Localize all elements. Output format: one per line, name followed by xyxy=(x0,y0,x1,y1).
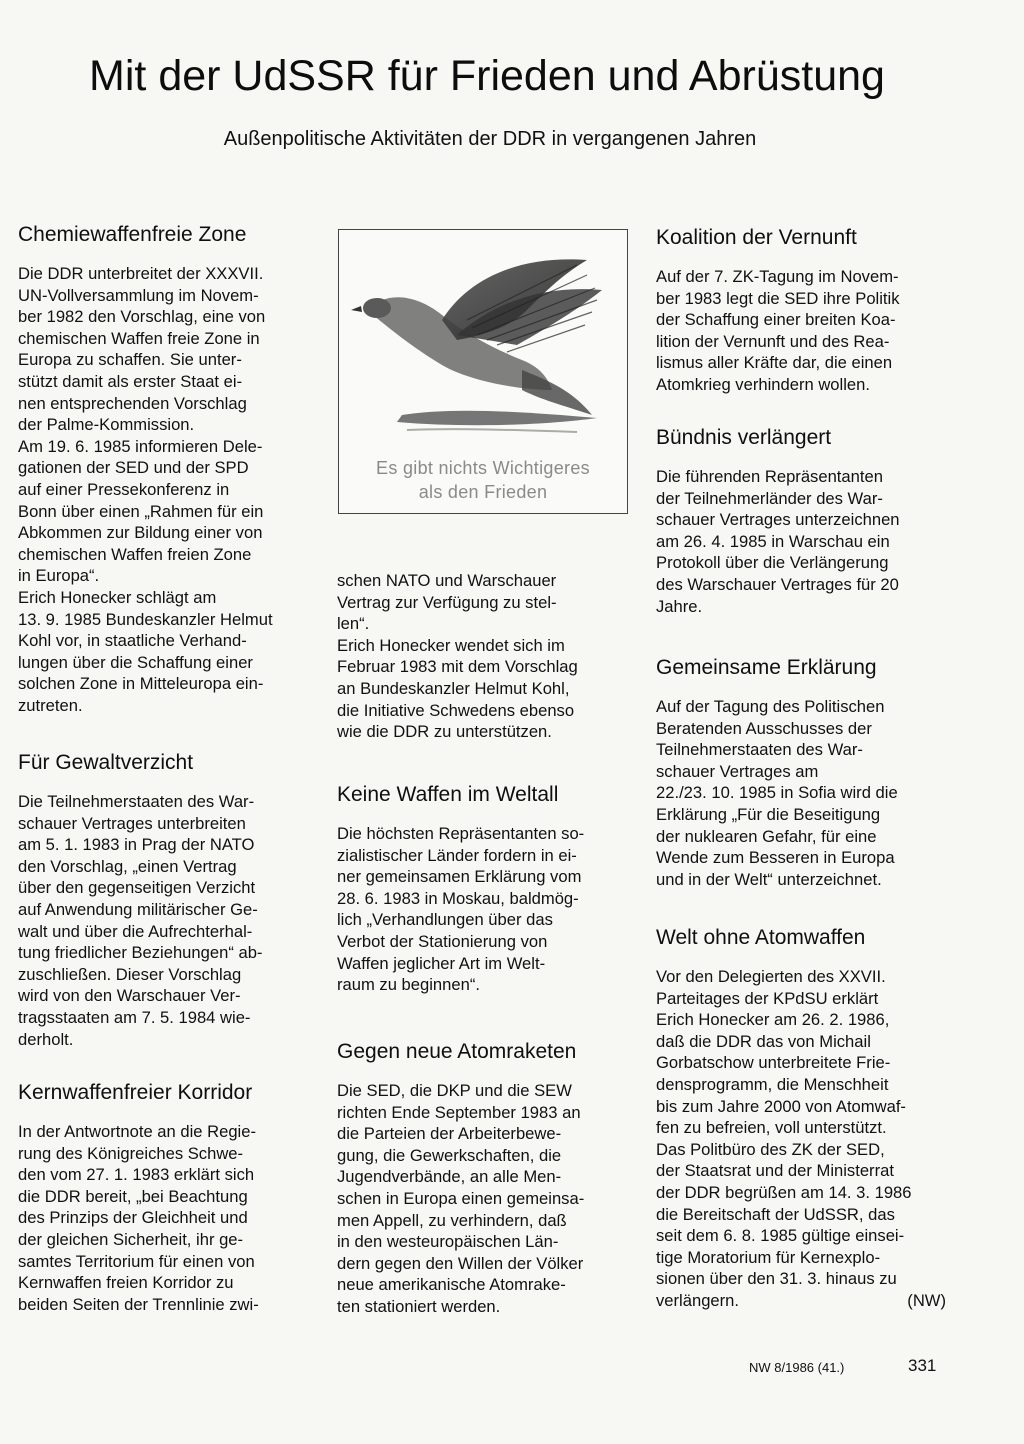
text-line: Kohl vor, in staatliche Verhand- xyxy=(18,631,247,651)
text-line: die Initiative Schwedens ebenso xyxy=(337,700,575,720)
text-line: des Warschauer Vertrages für 20 xyxy=(656,574,899,594)
text-line: lismus aller Kräfte dar, die einen xyxy=(656,353,893,373)
text-line: ner gemeinsamen Erklärung vom xyxy=(337,867,582,887)
section-heading: Kernwaffenfreier Korridor xyxy=(18,1081,253,1104)
text-line: lungen über die Schaffung einer xyxy=(18,652,253,672)
text-line: Beratenden Ausschusses der xyxy=(656,718,872,738)
text-line: len“. xyxy=(337,614,370,634)
text-line: 13. 9. 1985 Bundeskanzler Helmut xyxy=(18,609,273,629)
text-line: der gleichen Sicherheit, ihr ge- xyxy=(18,1229,244,1249)
text-line: lich „Verhandlungen über das xyxy=(337,910,553,930)
text-line: am 26. 4. 1985 in Warschau ein xyxy=(656,531,890,551)
text-line: lition der Vernunft und des Rea- xyxy=(656,331,890,351)
section-body xyxy=(656,696,946,890)
caption-line: als den Frieden xyxy=(418,482,548,502)
section-heading: Für Gewaltverzicht xyxy=(18,751,194,774)
text-line: nen entsprechenden Vorschlag xyxy=(18,393,247,413)
text-line: derholt. xyxy=(18,1029,74,1049)
text-line: UN-Vollversammlung im Novem- xyxy=(18,285,259,305)
text-line: Am 19. 6. 1985 informieren Dele- xyxy=(18,436,263,456)
text-line: bis zum Jahre 2000 von Atomwaf- xyxy=(656,1096,906,1116)
text-line: Auf der Tagung des Politischen xyxy=(656,697,885,716)
text-line: Erich Honecker schlägt am xyxy=(18,587,217,607)
caption-line: Es gibt nichts Wichtigeres xyxy=(376,458,590,478)
text-line: In der Antwortnote an die Regie- xyxy=(18,1122,256,1141)
section-gemeinsame-erklaerung xyxy=(656,655,946,890)
section-heading: Chemiewaffenfreie Zone xyxy=(18,223,247,246)
section-body xyxy=(18,791,308,1050)
section-body xyxy=(656,466,946,617)
text-line: ber 1983 legt die SED ihre Politik xyxy=(656,288,900,308)
text-line: Gorbatschow unterbreitete Frie- xyxy=(656,1053,891,1073)
text-line: Die höchsten Repräsentanten so- xyxy=(337,824,585,843)
text-line: Auf der 7. ZK-Tagung im Novem- xyxy=(656,267,899,286)
text-line: Erich Honecker wendet sich im xyxy=(337,635,565,655)
section-body xyxy=(656,966,946,1290)
text-line: Erklärung „Für die Beseitigung xyxy=(656,804,881,824)
text-line: Die führenden Repräsentanten xyxy=(656,467,883,486)
text-line: zutreten. xyxy=(18,695,83,715)
section-gewaltverzicht xyxy=(18,750,308,1050)
section-heading: Koalition der Vernunft xyxy=(656,226,857,249)
text-line: dern gegen den Willen der Völker xyxy=(337,1253,584,1273)
text-line: die Parteien der Arbeiterbewe- xyxy=(337,1124,562,1144)
text-line: tige Moratorium für Kernexplo- xyxy=(656,1247,881,1267)
text-line: am 5. 1. 1983 in Prag der NATO xyxy=(18,835,255,855)
section-heading: Gemeinsame Erklärung xyxy=(656,656,877,679)
text-line: schen in Europa einen gemeinsa- xyxy=(337,1188,585,1208)
section-buendnis-verlaengert xyxy=(656,425,946,617)
text-line: Erich Honecker am 26. 2. 1986, xyxy=(656,1010,890,1030)
section-korridor-continuation xyxy=(337,570,631,743)
text-line: raum zu beginnen“. xyxy=(337,975,480,995)
text-line: seit dem 6. 8. 1985 gültige einsei- xyxy=(656,1226,905,1246)
text-line: Jugendverbände, an alle Men- xyxy=(337,1167,562,1187)
section-welt-ohne-atomwaffen xyxy=(656,925,946,1312)
text-line: men Appell, zu verhindern, daß xyxy=(337,1210,567,1230)
section-body xyxy=(18,1121,308,1315)
page-subtitle: Außenpolitische Aktivitäten der DDR in vergangenen Jahren xyxy=(223,128,757,150)
section-body xyxy=(337,570,631,743)
text-line: Abkommen zur Bildung einer von xyxy=(18,523,263,543)
text-line: wie die DDR zu unterstützen. xyxy=(337,722,552,742)
section-keine-waffen-im-weltall xyxy=(337,782,631,996)
text-line: Februar 1983 mit dem Vorschlag xyxy=(337,657,578,677)
text-line: Europa zu schaffen. Sie unter- xyxy=(18,350,242,370)
text-line: ten stationiert werden. xyxy=(337,1296,501,1316)
text-line: Jahre. xyxy=(656,596,703,616)
text-line: die DDR bereit, „bei Beachtung xyxy=(18,1186,248,1206)
text-line: zuschließen. Dieser Vorschlag xyxy=(18,964,242,984)
text-line: gung, die Gewerkschaften, die xyxy=(337,1145,562,1165)
text-line: wird von den Warschauer Ver- xyxy=(18,986,241,1006)
text-line: tung friedlicher Beziehungen“ ab- xyxy=(18,943,263,963)
text-line: rung des Königreiches Schwe- xyxy=(18,1143,244,1163)
text-line: Teilnehmerstaaten des War- xyxy=(656,740,863,760)
section-kernwaffenfreier-korridor xyxy=(18,1080,308,1315)
text-line: des Prinzips der Gleichheit und xyxy=(18,1208,248,1228)
text-line: Die DDR unterbreitet der XXXVII. xyxy=(18,264,264,283)
text-line: richten Ende September 1983 an xyxy=(337,1102,581,1122)
section-body xyxy=(337,823,631,996)
page-number: 331 xyxy=(908,1356,937,1375)
text-line: 22./23. 10. 1985 in Sofia wird die xyxy=(656,783,898,803)
text-line: ber 1982 den Vorschlag, eine von xyxy=(18,307,266,327)
section-body xyxy=(337,1080,631,1318)
text-line: auf Anwendung militärischer Ge- xyxy=(18,899,258,919)
section-gegen-neue-atomraketen xyxy=(337,1039,631,1318)
text-line: neue amerikanische Atomrake- xyxy=(337,1275,566,1295)
text-line: der DDR begrüßen am 14. 3. 1986 xyxy=(656,1182,912,1202)
dove-illustration xyxy=(338,229,628,514)
text-line: schen NATO und Warschauer xyxy=(337,571,557,590)
text-line: fen zu befreien, voll unterstützt. xyxy=(656,1118,887,1138)
text-line: Atomkrieg verhindern wollen. xyxy=(656,374,870,394)
text-line: densprogramm, die Menschheit xyxy=(656,1074,889,1094)
text-line: schauer Vertrages unterbreiten xyxy=(18,813,246,833)
text-line: den vom 27. 1. 1983 erklärt sich xyxy=(18,1165,255,1185)
issue-number: NW 8/1986 (41.) xyxy=(749,1360,845,1375)
text-line: und in der Welt“ unterzeichnet. xyxy=(656,869,882,889)
text-line: Bonn über einen „Rahmen für ein xyxy=(18,501,264,521)
text-line: walt und über die Aufrechterhal- xyxy=(18,921,253,941)
text-line: Kernwaffen freien Korridor zu xyxy=(18,1273,234,1293)
text-line: auf einer Pressekonferenz in xyxy=(18,479,230,499)
text-line: Verbot der Stationierung von xyxy=(337,931,548,951)
text-line: der Staatsrat und der Ministerrat xyxy=(656,1161,894,1181)
text-line: Waffen jeglicher Art im Welt- xyxy=(337,953,546,973)
text-line: schauer Vertrages unterzeichnen xyxy=(656,510,900,530)
text-line: stützt damit als erster Staat ei- xyxy=(18,371,243,391)
text-line: in den westeuropäischen Län- xyxy=(337,1232,559,1252)
section-heading: Welt ohne Atomwaffen xyxy=(656,926,866,949)
text-line: der Schaffung einer breiten Koa- xyxy=(656,310,896,330)
text-line: Protokoll über die Verlängerung xyxy=(656,553,889,573)
author-signature: (NW) xyxy=(907,1290,946,1310)
text-line: sionen über den 31. 3. hinaus zu xyxy=(656,1269,897,1289)
text-line: gationen der SED und der SPD xyxy=(18,458,249,478)
text-line: den Vorschlag, „einen Vertrag xyxy=(18,856,237,876)
text-line: der nuklearen Gefahr, für eine xyxy=(656,826,877,846)
text-line: Parteitages der KPdSU erklärt xyxy=(656,988,879,1008)
section-body xyxy=(656,266,946,396)
text-line: chemischen Waffen freien Zone xyxy=(18,544,252,564)
figure-caption xyxy=(339,456,627,504)
text-line: solchen Zone in Mitteleuropa ein- xyxy=(18,674,264,694)
section-body xyxy=(18,263,308,716)
text-line: tragsstaaten am 7. 5. 1984 wie- xyxy=(18,1007,251,1027)
text-line: zialistischer Länder fordern in ei- xyxy=(337,845,577,865)
text-line: der Palme-Kommission. xyxy=(18,415,195,435)
text-line: an Bundeskanzler Helmut Kohl, xyxy=(337,678,570,698)
text-line: Vertrag zur Verfügung zu stel- xyxy=(337,592,557,612)
text-line: der Teilnehmerländer des War- xyxy=(656,488,883,508)
text-line: die Bereitschaft der UdSSR, das xyxy=(656,1204,895,1224)
text-line: chemischen Waffen freie Zone in xyxy=(18,328,260,348)
page-title: Mit der UdSSR für Frieden und Abrüstung xyxy=(89,52,885,100)
section-heading: Bündnis verlängert xyxy=(656,426,832,449)
text-line: 28. 6. 1983 in Moskau, baldmög- xyxy=(337,888,579,908)
section-heading: Keine Waffen im Weltall xyxy=(337,783,559,806)
text-line: schauer Vertrages am xyxy=(656,761,819,781)
section-chemiewaffenfreie-zone xyxy=(18,222,308,716)
text-line: Das Politbüro des ZK der SED, xyxy=(656,1139,885,1159)
closing-text: verlängern. xyxy=(656,1290,740,1310)
text-line: beiden Seiten der Trennlinie zwi- xyxy=(18,1294,259,1314)
text-line: daß die DDR das von Michail xyxy=(656,1031,871,1051)
text-line: samtes Territorium für einen von xyxy=(18,1251,255,1271)
closing-line xyxy=(656,1290,946,1312)
text-line: in Europa“. xyxy=(18,566,100,586)
section-koalition-der-vernunft xyxy=(656,225,946,396)
dove-icon xyxy=(347,240,619,455)
text-line: Vor den Delegierten des XXVII. xyxy=(656,967,886,986)
text-line: Die SED, die DKP und die SEW xyxy=(337,1081,572,1100)
text-line: über den gegenseitigen Verzicht xyxy=(18,878,256,898)
section-heading: Gegen neue Atomraketen xyxy=(337,1040,577,1063)
text-line: Die Teilnehmerstaaten des War- xyxy=(18,792,255,811)
text-line: Wende zum Besseren in Europa xyxy=(656,848,895,868)
